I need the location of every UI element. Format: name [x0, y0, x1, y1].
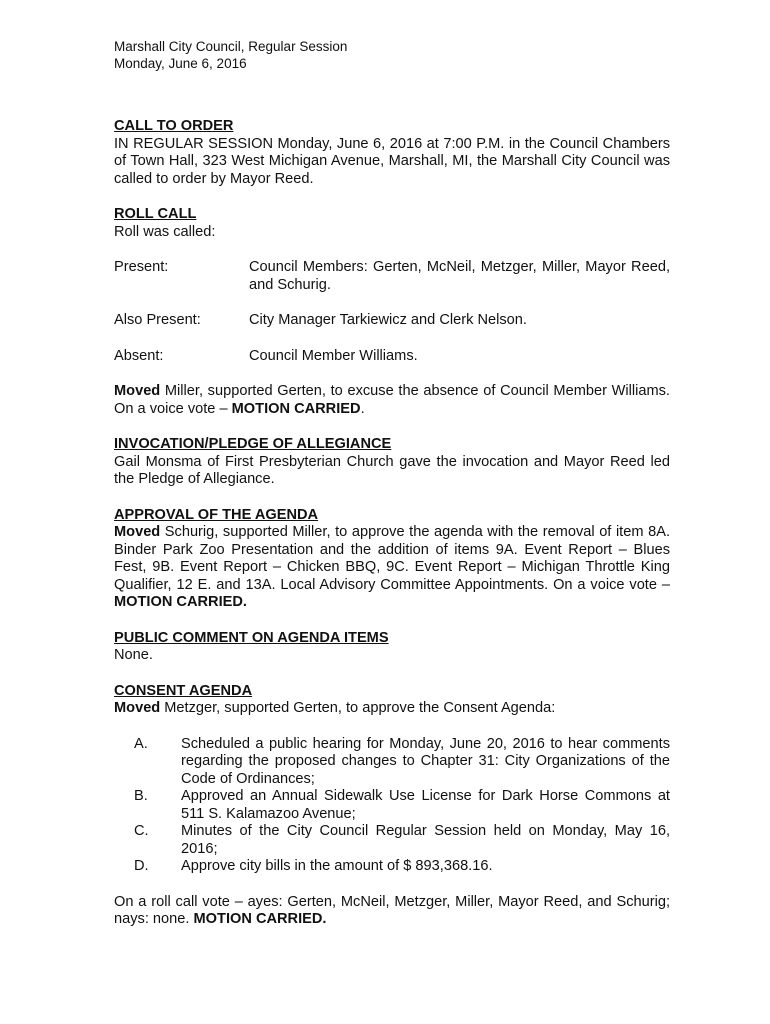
present-row — [114, 259, 670, 294]
call-to-order-heading: CALL TO ORDER — [114, 118, 234, 134]
invocation-text: Gail Monsma of First Presbyterian Church gave the invocation and Mayor Reed led the Pledge of Allegiance. — [114, 453, 670, 487]
consent-motion-body: Metzger, supported Gerten, to approve the Consent Agenda: — [160, 700, 556, 716]
agenda-heading: APPROVAL OF THE AGENDA — [114, 506, 319, 523]
list-item-text: Approved an Annual Sidewalk Use License for Dark Horse Commons at 511 S. Kalamazoo Avenue; — [181, 788, 670, 822]
absent-label: Absent: — [114, 347, 164, 364]
also-present-label: Also Present: — [114, 312, 201, 328]
header-title: Marshall City Council, Regular Session — [114, 39, 348, 54]
consent-motion-text — [114, 700, 670, 718]
present-value: Council Members: Gerten, McNeil, Metzger, Miller, Mayor Reed, and Schurig. — [249, 259, 670, 293]
excuse-motion-body: Miller, supported Gerten, to excuse the absence of Council Member Williams. On a voice vote – — [114, 383, 670, 417]
absent-row — [114, 348, 670, 366]
moved-label: Moved — [114, 524, 161, 540]
page-header — [114, 38, 347, 72]
list-item-text: Approve city bills in the amount of $ 893,368.16. — [181, 858, 493, 874]
list-item-letter: B. — [134, 788, 148, 804]
absent-value: Council Member Williams. — [249, 347, 418, 364]
list-item-text: Scheduled a public hearing for Monday, June 20, 2016 to hear comments regarding the proposed changes to Chapter 31: City Organizations of the Code of Ordinances; — [181, 735, 670, 787]
consent-agenda-heading: CONSENT AGENDA — [114, 682, 253, 699]
also-present-row — [114, 312, 670, 330]
list-item — [114, 823, 670, 858]
motion-result: MOTION CARRIED. — [114, 594, 247, 610]
call-to-order-section — [114, 118, 670, 188]
roll-call-intro: Roll was called: — [114, 223, 216, 240]
agenda-section — [114, 507, 670, 612]
list-item — [114, 788, 670, 823]
list-item-text: Minutes of the City Council Regular Session held on Monday, May 16, 2016; — [181, 823, 670, 857]
motion-result: MOTION CARRIED. — [193, 911, 327, 927]
public-comment-section — [114, 630, 670, 665]
invocation-section — [114, 436, 670, 489]
list-item-letter: C. — [134, 823, 149, 839]
public-comment-text: None. — [114, 647, 153, 663]
present-label: Present: — [114, 259, 169, 275]
list-item — [114, 858, 670, 876]
invocation-heading: INVOCATION/PLEDGE OF ALLEGIANCE — [114, 436, 392, 452]
call-to-order-text: IN REGULAR SESSION Monday, June 6, 2016 at 7:00 P.M. in the Council Chambers of Town Hall, 323 West Michigan Avenue, Marshall, MI, the Marshall City Council was called to order by Mayor Reed. — [114, 135, 670, 187]
list-item-letter: D. — [134, 858, 149, 874]
excuse-motion-section — [114, 383, 670, 418]
roll-call-heading: ROLL CALL — [114, 206, 197, 222]
list-item — [114, 736, 670, 789]
consent-vote-text — [114, 894, 670, 929]
consent-vote-body: On a roll call vote – ayes: Gerten, McNeil, Metzger, Miller, Mayor Reed, and Schurig; nays: none. — [114, 893, 670, 927]
excuse-motion-end: . — [360, 400, 365, 417]
consent-items-list — [114, 736, 670, 876]
roll-call-section — [114, 206, 670, 365]
consent-agenda-section — [114, 683, 670, 929]
moved-label: Moved — [114, 383, 161, 399]
minutes-body — [114, 118, 670, 929]
header-date: Monday, June 6, 2016 — [114, 56, 247, 71]
agenda-motion-body: Schurig, supported Miller, to approve the agenda with the removal of item 8A. Binder Park Zoo Presentation and the addition of items 9A. Event Report – Blues Fest, 9B. Event Report – Chicken BBQ, 9C. Event Report – Michigan Throttle King Qualifier, 12 E. and 13A. Local Advisory Committee Appointments. On a voice vote – — [114, 524, 670, 593]
motion-result: MOTION CARRIED — [231, 400, 361, 417]
list-item-letter: A. — [134, 735, 148, 752]
moved-label: Moved — [114, 700, 161, 716]
also-present-value: City Manager Tarkiewicz and Clerk Nelson. — [249, 312, 527, 328]
excuse-motion-text — [114, 383, 670, 418]
agenda-text — [114, 524, 670, 612]
public-comment-heading: PUBLIC COMMENT ON AGENDA ITEMS — [114, 629, 389, 646]
